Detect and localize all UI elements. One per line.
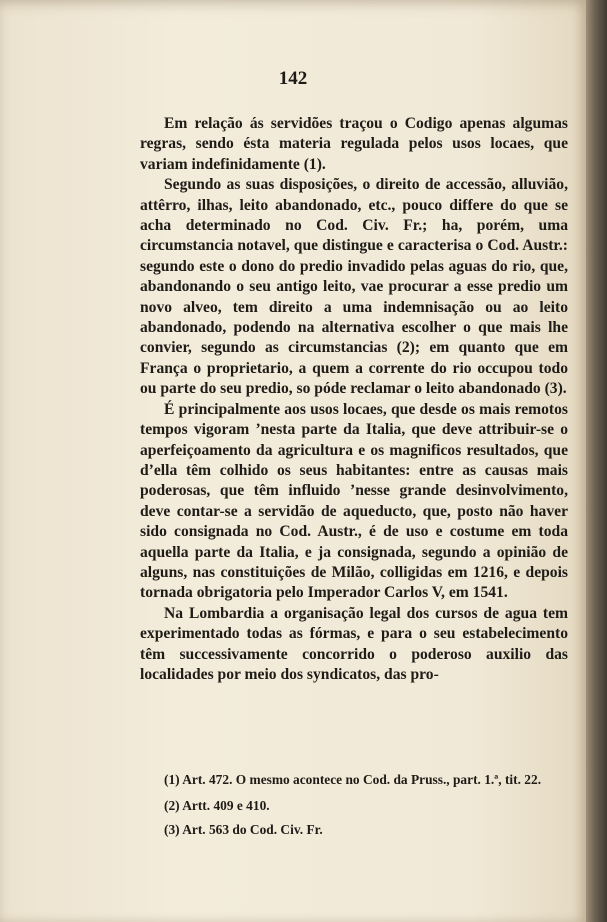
- paragraph-4: Na Lombardia a organisação legal dos cursos de agua tem experimentado todas as fórmas, e para o seu estabelecimento têm successivamente concorrido o poderoso auxilio das localidades por meio dos syndicatos, das pro-: [140, 604, 568, 683]
- footnote-2: (2) Artt. 409 e 410.: [164, 798, 270, 813]
- paragraph-2: Segundo as suas disposições, o direito de accessão, alluvião, attêrro, ilhas, leito abandonado, etc., pouco differe do que se acha determinado no Cod. Civ. Fr.; ha, porém, uma circumstancia notavel, que distingue e caracterisa o Cod. Austr.: segundo este o dono do predio invadido pelas aguas do rio, que, abandonando o seu antigo leito, vae procurar a esse predio um novo alveo, tem direito a uma indemnisação ou ao leito abandonado, podendo na alternativa escolher o que mais lhe convier, segundo as circumstancias (2); em quanto que em França o proprietario, a quem a corrente do rio occupou todo ou parte do seu predio, so póde reclamar o leito abandonado (3).: [140, 176, 568, 398]
- paragraph-1: Em relação ás servidões traçou o Codigo apenas algumas regras, sendo ésta materia regulada pelos usos locaes, que variam indefinidamente (1).: [140, 115, 568, 173]
- body-text: [140, 114, 568, 685]
- footnote-3: (3) Art. 563 do Cod. Civ. Fr.: [164, 822, 323, 837]
- footnote-1: (1) Art. 472. O mesmo acontece no Cod. da Pruss., part. 1.ª, tit. 22.: [164, 772, 542, 787]
- page-number: 142: [278, 68, 308, 89]
- book-spine-edge: [586, 0, 607, 922]
- paragraph-3: É principalmente aos usos locaes, que desde os mais remotos tempos vigoram ’nesta parte da Italia, que deve attribuir-se o aperfeiçoamento da agricultura e os magnificos resultados, que d’ella têm colhido os seus habitantes: entre as causas mais poderosas, que têm influido ’nesse grande desinvolvimento, deve contar-se a servidão de aqueducto, que, posto não haver sido consignada no Cod. Austr., é de uso e costume em toda aquella parte da Italia, e ja consignada, segundo a opinião de alguns, nas constituições de Milão, colligidas em 1216, e depois tornada obrigatoria pelo Imperador Carlos V, em 1541.: [140, 400, 568, 602]
- footnotes: [140, 770, 568, 842]
